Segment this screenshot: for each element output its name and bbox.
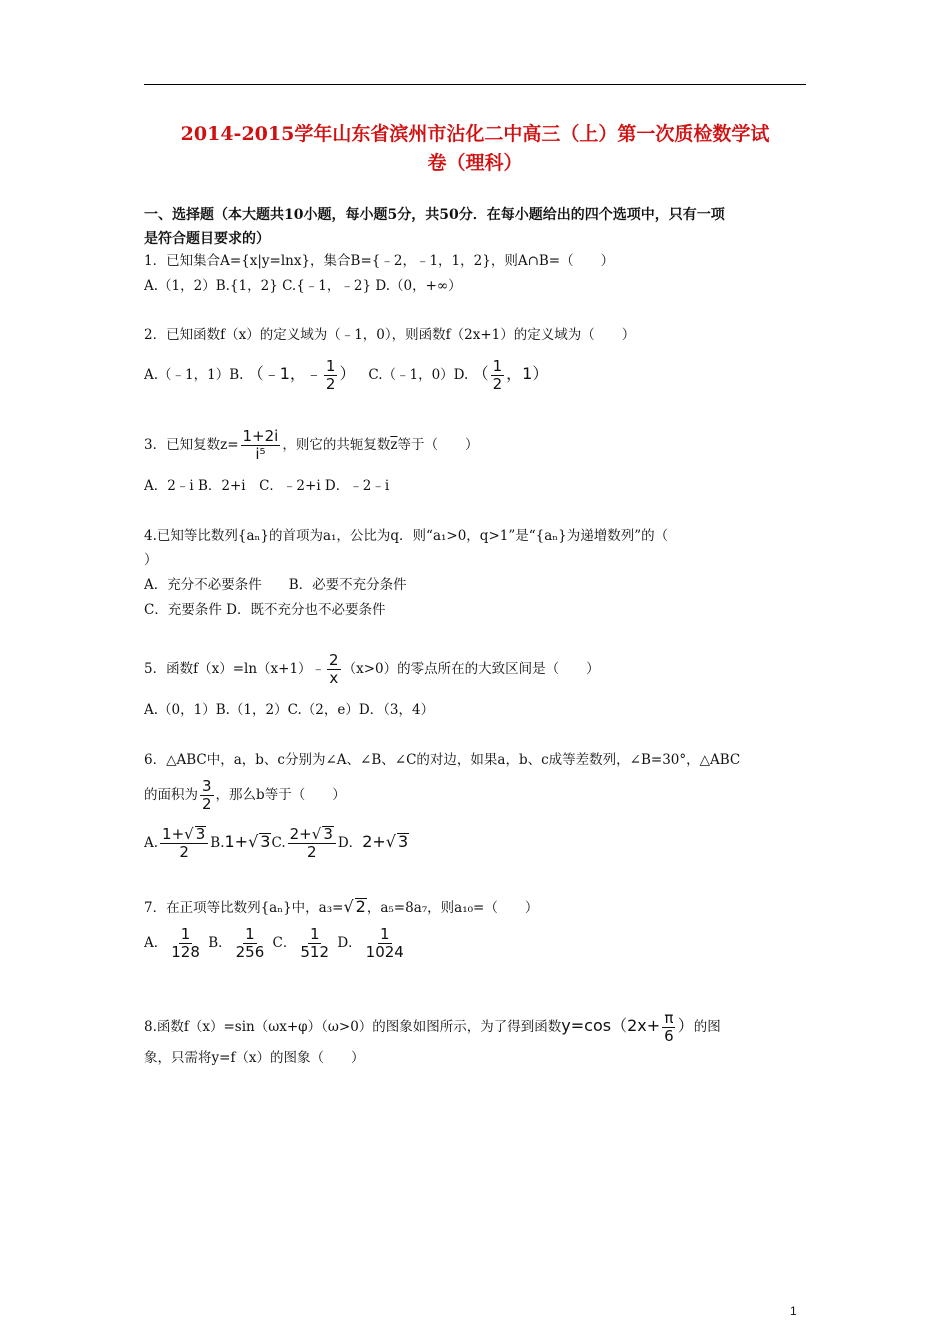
q7-option-a <box>169 926 202 961</box>
q2-stem: 2．已知函数f（x）的定义域为（﹣1，0），则函数f（2x+1）的定义域为（ ） <box>144 327 636 343</box>
q3-prefix: 3．已知复数z= <box>144 437 239 453</box>
q7-label-a: A． <box>144 935 168 951</box>
q6-b-int: 1+ <box>224 832 249 851</box>
q2-b-suffix: ） <box>339 364 356 383</box>
q2-d-prefix: （ <box>472 364 489 383</box>
q7-suffix: ，a₅=8a₇，则a₁₀=（ ） <box>366 900 539 916</box>
q7-d-num: 1 <box>379 925 390 943</box>
q8-fraction <box>662 1010 676 1045</box>
q6-d-int: 2+ <box>362 832 386 851</box>
q7-b-num: 1 <box>245 925 255 943</box>
q3-den: i⁵ <box>255 445 266 463</box>
q6-options <box>144 826 409 861</box>
q8-target-function: y=cos（2x+ <box>561 1016 661 1035</box>
q7-label-b: B． <box>208 935 232 951</box>
q3-mid: ，则它的共轭复数 <box>282 437 391 453</box>
q5-prefix: 5．函数f（x）=ln（x+1）﹣ <box>144 661 326 677</box>
q4-options-cd: C．充要条件 D．既不充分也不必要条件 <box>144 602 386 618</box>
q6-area-den: 2 <box>202 795 212 813</box>
title-line-2: 卷（理科） <box>427 152 523 174</box>
q7-prefix: 7．在正项等比数列{aₙ}中，a₃= <box>144 900 344 916</box>
q7-option-d <box>364 926 406 961</box>
q6-line-2 <box>144 778 346 813</box>
q8-line-1 <box>144 1010 721 1045</box>
q3-num: 1+2i <box>242 427 279 445</box>
q2-options <box>144 358 548 393</box>
header-rule <box>144 84 806 85</box>
q6-label-a: A. <box>144 835 159 851</box>
q6-option-a: $\frac{1+√ 3}{2}$ <box>160 826 208 861</box>
q6-area-suffix: ，那么b等于（ ） <box>215 787 346 803</box>
q7-options <box>144 926 408 961</box>
q7-b-den: 256 <box>235 943 265 961</box>
q6-label-d: D． <box>337 835 363 851</box>
q6-b-radicand: 3 <box>260 832 271 851</box>
q7-label-d: D． <box>337 935 362 951</box>
q6-area-fraction <box>200 778 214 813</box>
q5-num: 2 <box>329 651 339 669</box>
q7-option-b <box>234 926 267 961</box>
q6-option-c: $\frac{2+√ 3}{2}$ <box>288 826 336 861</box>
q2-b-num: 1 <box>325 357 336 375</box>
q5-den: x <box>329 669 339 687</box>
q2-b-den: 2 <box>325 375 336 393</box>
q4-line-2: ） <box>144 552 158 568</box>
q8-den: 6 <box>664 1027 674 1045</box>
q6-a-den: 2 <box>179 843 189 861</box>
q5-stem <box>144 652 600 687</box>
q8-line-2: 象，只需将y=f（x）的图象（ ） <box>144 1050 365 1066</box>
q6-c-radicand: 3 <box>323 825 333 843</box>
q1-stem: 1．已知集合A={x|y=lnx}，集合B={﹣2，﹣1，1，2}，则A∩B=（ ） <box>144 253 615 269</box>
q6-option-d: 2+√ 3 <box>362 832 409 851</box>
q6-option-b: 1+√ 3 <box>224 832 271 851</box>
q2-option-a: A.（﹣1，1）B. <box>144 367 244 383</box>
q5-options: A.（0，1）B.（1，2）C.（2，e）D．（3，4） <box>144 702 435 718</box>
q2-b-fraction <box>324 358 338 393</box>
page-number: 1 <box>790 1304 797 1318</box>
q3-suffix: 等于（ ） <box>397 437 479 453</box>
q7-a-num: 1 <box>180 925 191 943</box>
q2-d-suffix: ，1） <box>506 364 549 383</box>
q7-a-den: 128 <box>171 943 200 961</box>
q3-stem <box>144 428 478 463</box>
q6-d-radicand: 3 <box>397 832 409 851</box>
q7-c-den: 512 <box>300 943 330 961</box>
q3-fraction <box>241 428 281 463</box>
q8-suffix: 的图 <box>693 1019 721 1035</box>
q7-option-c <box>298 926 331 961</box>
q2-d-num: 1 <box>492 357 503 375</box>
q1-options: A.（1，2）B.{1，2} C.{﹣1，﹣2} D.（0，+∞） <box>144 278 462 294</box>
q6-line-1: 6．△ABC中，a，b、c分别为∠A、∠B、∠C的对边，如果a，b、c成等差数列，∠B=30°，△ABC <box>144 752 741 768</box>
section-line-1: 一、选择题（本大题共10小题，每小题5分，共50分．在每小题给出的四个选项中，只有一项 <box>144 207 725 223</box>
q2-option-c: C.（﹣1，0）D. <box>368 367 469 383</box>
q5-fraction <box>327 652 341 687</box>
q5-suffix: （x>0）的零点所在的大致区间是（ ） <box>342 661 600 677</box>
q6-c-den: 2 <box>306 843 317 861</box>
q8-num: π <box>664 1009 674 1027</box>
q6-a-radicand: 3 <box>195 825 206 843</box>
q7-label-c: C． <box>272 935 297 951</box>
q2-d-fraction <box>491 358 505 393</box>
q2-b-prefix: （﹣1，﹣ <box>247 364 322 383</box>
q2-d-den: 2 <box>492 375 503 393</box>
q8-function-close: ） <box>677 1016 694 1035</box>
q7-stem: 7．在正项等比数列{aₙ}中，a₃=√ 2，a₅=8a₇，则a₁₀=（ ） <box>144 897 539 916</box>
page-title <box>144 120 806 178</box>
q6-c-num-int: 2+ <box>289 825 312 843</box>
q8-prefix: 8.函数f（x）=sin（ωx+φ）（ω>0）的图象如图所示，为了得到函数 <box>144 1019 562 1035</box>
q4-line-1: 4.已知等比数列{aₙ}的首项为a₁，公比为q．则“a₁>0，q>1”是“{aₙ}为递增数列”的（ <box>144 528 669 544</box>
section-line-2: 是符合题目要求的） <box>144 231 270 247</box>
q7-radicand: 2 <box>355 897 366 916</box>
q4-options-ab: A．充分不必要条件 B．必要不充分条件 <box>144 577 407 593</box>
section-heading <box>144 203 806 251</box>
q7-c-num: 1 <box>309 925 320 943</box>
q6-label-b: B. <box>210 835 225 851</box>
q6-area-prefix: 的面积为 <box>144 787 198 803</box>
q6-area-num: 3 <box>202 777 212 795</box>
title-line-1: 2014-2015学年山东省滨州市沾化二中高三（上）第一次质检数学试 <box>180 123 770 145</box>
q3-options: A．2﹣i B．2+i C．﹣2+i D．﹣2﹣i <box>144 478 390 494</box>
q7-d-den: 1024 <box>365 943 404 961</box>
q3-conjugate-z: $\overline{z}$ <box>390 437 398 453</box>
q6-label-c: C. <box>271 835 286 851</box>
q6-a-num-int: 1+ <box>162 825 185 843</box>
